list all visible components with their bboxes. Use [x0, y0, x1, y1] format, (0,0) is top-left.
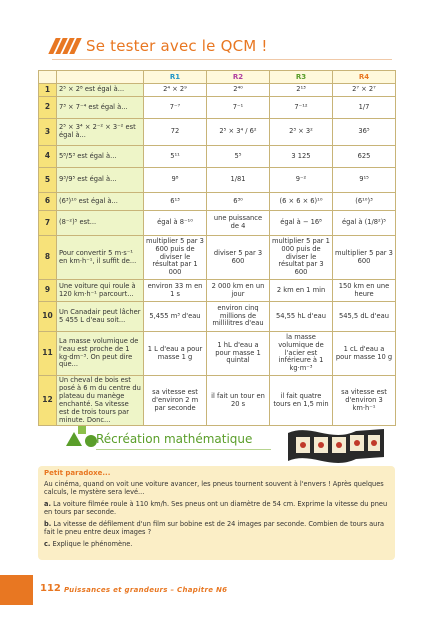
- answer-r4: 1/7: [333, 97, 396, 119]
- answer-r2: il fait un tour en 20 s: [207, 376, 270, 426]
- answer-r2: 1/81: [207, 168, 270, 193]
- answer-r3: il fait quatre tours en 1,5 min: [270, 376, 333, 426]
- question-cell: Un Canadair peut lâcher 5 455 L d'eau soit...: [57, 302, 144, 332]
- answer-r3: 2 km en 1 min: [270, 280, 333, 302]
- row-number: 4: [39, 146, 57, 168]
- film-strip-icon: [286, 423, 386, 469]
- answer-r2: 2⁴⁰: [207, 84, 270, 97]
- row-number: 6: [39, 193, 57, 211]
- column-header-r4: R4: [333, 71, 396, 84]
- header-slashes-decoration: [52, 38, 78, 54]
- row-number: 2: [39, 97, 57, 119]
- page-header: [52, 36, 268, 56]
- answer-r2: 2⁵ × 3⁴ / 6²: [207, 119, 270, 146]
- table-row: [39, 168, 396, 193]
- answer-r2: 1 hL d'eau a pour masse 1 quintal: [207, 332, 270, 376]
- answer-r2: 5⁵: [207, 146, 270, 168]
- answer-r1: 7⁻⁷: [144, 97, 207, 119]
- column-header-r2: R2: [207, 71, 270, 84]
- paradox-intro: Au cinéma, quand on voit une voiture avancer, les pneus tournent souvent à l'envers ! Après quelques calculs, le mystère sera levé...: [44, 479, 384, 497]
- table-header-row: [39, 71, 396, 84]
- answer-r4: 150 km en une heure: [333, 280, 396, 302]
- table-row: [39, 146, 396, 168]
- question-cell: 2⁵ × 3⁴ × 2⁻² × 3⁻² est égal à...: [57, 119, 144, 146]
- answer-r1: 72: [144, 119, 207, 146]
- answer-r4: (6¹⁰)³: [333, 193, 396, 211]
- row-number: 1: [39, 84, 57, 97]
- answer-r2: diviser 5 par 3 600: [207, 236, 270, 280]
- page-number: 112: [40, 583, 61, 594]
- recreation-divider: [96, 449, 271, 450]
- answer-r4: 2⁷ × 2⁷: [333, 84, 396, 97]
- row-number: 12: [39, 376, 57, 426]
- table-row: [39, 280, 396, 302]
- question-cell: (6³)¹⁰ est égal à...: [57, 193, 144, 211]
- recreation-title: Récréation mathématique: [96, 432, 253, 446]
- answer-r3: 2³ × 3²: [270, 119, 333, 146]
- question-cell: 5⁸/5³ est égal à...: [57, 146, 144, 168]
- row-number: 5: [39, 168, 57, 193]
- row-number: 8: [39, 236, 57, 280]
- answer-r2: 6³⁰: [207, 193, 270, 211]
- answer-r1: sa vitesse est d'environ 2 m par seconde: [144, 376, 207, 426]
- answer-r3: (6 × 6 × 6)¹⁰: [270, 193, 333, 211]
- question-cell: Un cheval de bois est posé à 6 m du centre du plateau du manège enchanté. Sa vitesse est de trois tours par minute. Donc...: [57, 376, 144, 426]
- answer-r3: 54,55 hL d'eau: [270, 302, 333, 332]
- answer-r1: multiplier 5 par 3 600 puis de diviser le résultat par 1 000: [144, 236, 207, 280]
- answer-r1: 2⁴ × 2⁹: [144, 84, 207, 97]
- answer-r1: 5¹¹: [144, 146, 207, 168]
- question-cell: 2⁵ × 2⁸ est égal à...: [57, 84, 144, 97]
- answer-r3: 3 125: [270, 146, 333, 168]
- table-row: [39, 84, 396, 97]
- answer-r3: 9⁻²: [270, 168, 333, 193]
- paradox-box: [38, 466, 395, 560]
- answer-r4: 9¹⁵: [333, 168, 396, 193]
- qcm-table: [38, 70, 396, 426]
- paradox-item-c: [44, 540, 389, 548]
- answer-r4: 1 cL d'eau a pour masse 10 g: [333, 332, 396, 376]
- answer-r2: une puissance de 4: [207, 211, 270, 236]
- table-row: [39, 376, 396, 426]
- answer-r3: multiplier 5 par 1 000 puis de diviser le résultat par 3 600: [270, 236, 333, 280]
- answer-r2: 2 000 km en un jour: [207, 280, 270, 302]
- corner-cell-question: [57, 71, 144, 84]
- answer-r1: égal à 8⁻¹⁰: [144, 211, 207, 236]
- answer-r2: environ cinq millions de millilitres d'eau: [207, 302, 270, 332]
- table-row: [39, 236, 396, 280]
- paradox-item-b: [44, 520, 389, 537]
- table-row: [39, 302, 396, 332]
- item-text: La vitesse de défilement d'un film sur bobine est de 24 images par seconde. Combien de tours aura fait le pneu entre deux images ?: [44, 519, 385, 537]
- item-text: La voiture filmée roule à 110 km/h. Ses pneus ont un diamètre de 54 cm. Exprime la vitesse du pneu en tours par seconde.: [44, 499, 388, 517]
- answer-r3: 7⁻¹²: [270, 97, 333, 119]
- paradox-item-a: [44, 500, 389, 517]
- answer-r4: multiplier 5 par 3 600: [333, 236, 396, 280]
- question-cell: La masse volumique de l'eau est proche de 1 kg·dm⁻³. On peut dire que...: [57, 332, 144, 376]
- geometric-shapes-icon: [64, 424, 98, 448]
- item-label: a.: [44, 499, 51, 508]
- table-row: [39, 211, 396, 236]
- question-cell: Une voiture qui roule à 120 km·h⁻¹ parcourt...: [57, 280, 144, 302]
- answer-r1: environ 33 m en 1 s: [144, 280, 207, 302]
- row-number: 9: [39, 280, 57, 302]
- header-title: Se tester avec le QCM !: [86, 37, 268, 55]
- row-number: 3: [39, 119, 57, 146]
- answer-r3: 2¹³: [270, 84, 333, 97]
- answer-r3: la masse volumique de l'acier est inférieure à 1 kg·m⁻³: [270, 332, 333, 376]
- row-number: 11: [39, 332, 57, 376]
- answer-r4: 545,5 dL d'eau: [333, 302, 396, 332]
- item-label: b.: [44, 519, 52, 528]
- answer-r4: 625: [333, 146, 396, 168]
- answer-r3: égal à − 16⁸: [270, 211, 333, 236]
- row-number: 7: [39, 211, 57, 236]
- answer-r4: sa vitesse est d'environ 3 km·h⁻¹: [333, 376, 396, 426]
- item-text: Explique le phénomène.: [52, 539, 133, 548]
- item-label: c.: [44, 539, 51, 548]
- corner-cell: [39, 71, 57, 84]
- answer-r4: 36⁵: [333, 119, 396, 146]
- table-row: [39, 119, 396, 146]
- paradox-subtitle: Petit paradoxe...: [44, 469, 111, 477]
- answer-r4: égal à (1/8²)⁵: [333, 211, 396, 236]
- question-cell: Pour convertir 5 m·s⁻¹ en km·h⁻¹, il suffit de...: [57, 236, 144, 280]
- answer-r1: 5,455 m³ d'eau: [144, 302, 207, 332]
- row-number: 10: [39, 302, 57, 332]
- header-divider: [52, 59, 392, 60]
- table-row: [39, 97, 396, 119]
- question-cell: (8⁻²)⁵ est...: [57, 211, 144, 236]
- chapter-label: Puissances et grandeurs – Chapitre N6: [64, 586, 228, 594]
- answer-r1: 9⁸: [144, 168, 207, 193]
- table-row: [39, 332, 396, 376]
- table-row: [39, 193, 396, 211]
- answer-r2: 7⁻¹: [207, 97, 270, 119]
- answer-r1: 1 L d'eau a pour masse 1 g: [144, 332, 207, 376]
- question-cell: 7³ × 7⁻⁴ est égal à...: [57, 97, 144, 119]
- column-header-r1: R1: [144, 71, 207, 84]
- footer-accent-bar: [0, 575, 33, 605]
- column-header-r3: R3: [270, 71, 333, 84]
- question-cell: 9³/9⁵ est égal à...: [57, 168, 144, 193]
- answer-r1: 6¹³: [144, 193, 207, 211]
